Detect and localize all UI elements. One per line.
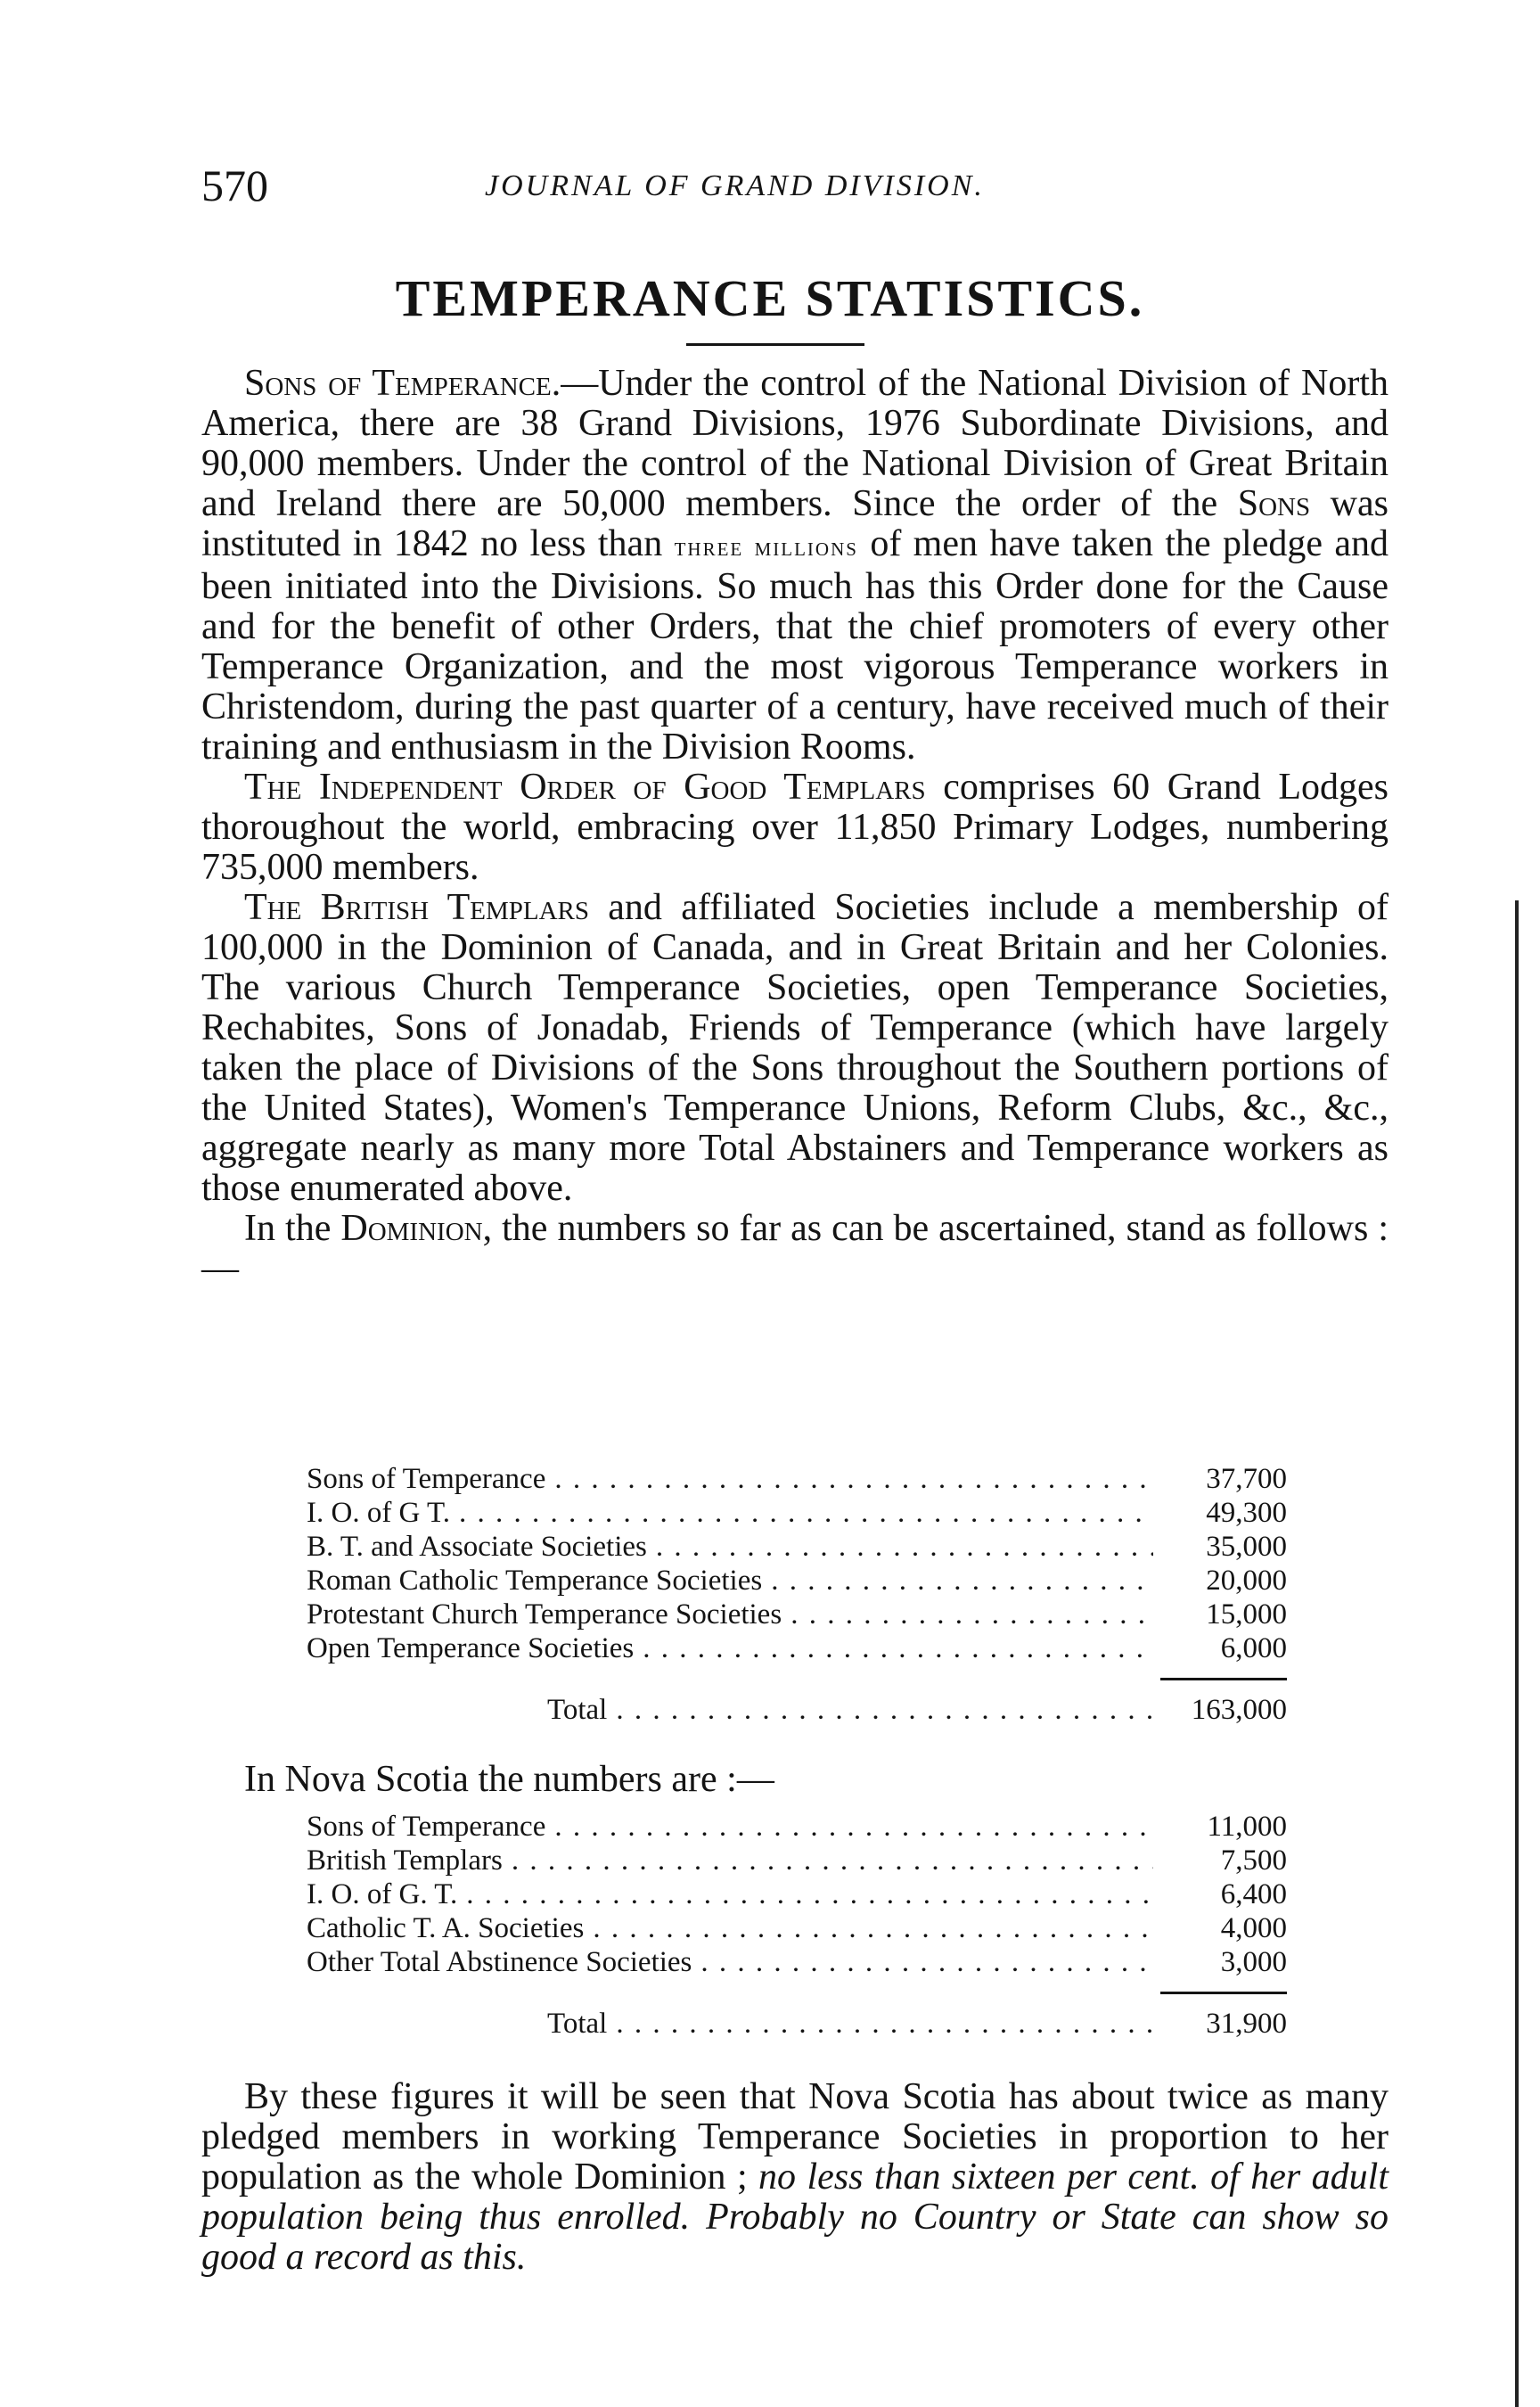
sons-text-c: of men have taken the pledge and been initiated into the Divisions. So much has this Order done for the Cause and for the benefit of other Orders, that the chief promoters of every other Temperance Organization, and the most vigorous Temperance workers in Christendom, during the past quarter of a century, have received much of their training and enthusiasm in the Division Rooms. xyxy=(201,523,1389,768)
row-value: 37,700 xyxy=(1206,1463,1287,1495)
scan-edge-line xyxy=(1515,900,1519,2407)
running-head xyxy=(201,159,1413,212)
row-name: Open Temperance Societies xyxy=(307,1632,635,1664)
sons-word: Sons xyxy=(1237,483,1311,524)
leader-dots xyxy=(771,1564,1153,1598)
row-value: 6,000 xyxy=(1220,1632,1287,1664)
nova-scotia-stats-table xyxy=(307,1810,1287,2041)
row-value: 11,000 xyxy=(1207,1811,1287,1843)
row-name: B. T. and Associate Societies xyxy=(307,1531,647,1563)
dominion-stats-table xyxy=(307,1462,1287,1727)
row-name: Other Total Abstinence Societies xyxy=(307,1946,692,1978)
dominion-word: Dominion xyxy=(340,1208,483,1249)
bt-lead: The British Templars xyxy=(244,887,589,928)
table-row xyxy=(307,1844,1287,1877)
leader-dots xyxy=(512,1844,1153,1877)
sons-text-b: was instituted in 1842 no less than xyxy=(201,483,1388,564)
bt-text: and affiliated Societies include a membership of 100,000 in the Dominion of Canada, and in Great Britain and her Colonies. The various Church Temperance Societies, open Temperance Societies, Rechabites, Sons of Jonadab, Friends of Temperance (which have largely taken the place of Divisions of the Sons throughout the Southern portions of the United States), Women's Temperance Unions, Reform Clubs, &c., &c., aggregate nearly as many more Total Abstainers and Temperance workers as those enumerated above. xyxy=(201,887,1388,1209)
row-name: Sons of Temperance xyxy=(307,1463,546,1495)
row-name: Sons of Temperance xyxy=(307,1811,546,1843)
row-value: 20,000 xyxy=(1206,1565,1287,1597)
table-row xyxy=(307,1564,1287,1598)
row-name: I. O. of G. T. xyxy=(307,1878,458,1910)
table-row xyxy=(307,1877,1287,1911)
leader-dots xyxy=(656,1530,1153,1564)
row-value: 6,400 xyxy=(1220,1878,1287,1910)
closing-paragraph xyxy=(201,2077,1388,2278)
three-millions: three millions xyxy=(674,532,858,562)
closing-italic-text: no less than sixteen per cent. of her adult population being thus enrolled. Probably no Country or State can show so good a record as this. xyxy=(201,2156,1388,2278)
row-value: 35,000 xyxy=(1206,1531,1287,1563)
table-row xyxy=(307,1462,1287,1496)
nova-scotia-intro: In Nova Scotia the numbers are :— xyxy=(244,1759,774,1800)
table-row xyxy=(307,1598,1287,1631)
leader-dots xyxy=(554,1810,1153,1844)
total-value: 163,000 xyxy=(1191,1694,1287,1726)
table-row xyxy=(307,1631,1287,1665)
leader-dots xyxy=(616,1693,1153,1727)
iogt-paragraph xyxy=(201,768,1388,888)
total-label: Total xyxy=(547,2008,608,2040)
iogt-text: comprises 60 Grand Lodges thoroughout the world, embracing over 11,850 Primary Lodges, numbering 735,000 members. xyxy=(201,767,1388,888)
dominion-text-b: , the numbers so far as can be ascertained, stand as follows :— xyxy=(201,1208,1389,1289)
leader-dots xyxy=(466,1877,1153,1911)
row-name: British Templars xyxy=(307,1844,503,1877)
article-body xyxy=(201,364,1388,1289)
table-row xyxy=(307,1810,1287,1844)
sons-lead: Sons of Temperance. xyxy=(244,363,561,404)
journal-title: JOURNAL OF GRAND DIVISION. xyxy=(485,169,985,202)
page-number: 570 xyxy=(201,160,268,210)
leader-dots xyxy=(700,1945,1153,1979)
page-title: TEMPERANCE STATISTICS. xyxy=(395,269,1145,327)
row-name: Protestant Church Temperance Societies xyxy=(307,1598,782,1631)
row-value: 15,000 xyxy=(1206,1598,1287,1631)
table-row xyxy=(307,1496,1287,1530)
row-value: 4,000 xyxy=(1220,1912,1287,1944)
total-label: Total xyxy=(547,1694,608,1726)
sons-text-a: —Under the control of the National Division of North America, there are 38 Grand Divisions, 1976 Subordinate Divisions, and 90,000 members. Under the control of the National Division of Great Britain and Ireland there are 50,000 members. Since the order of the xyxy=(201,363,1389,524)
closing-text: By these figures it will be seen that Nova Scotia has about twice as many pledged members in working Temperance Societies in proportion to her population as the whole Dominion ; xyxy=(201,2076,1388,2198)
leader-dots xyxy=(459,1496,1153,1530)
leader-dots xyxy=(643,1631,1153,1665)
total-value: 31,900 xyxy=(1206,2008,1287,2040)
total-rule xyxy=(1160,1992,1287,1994)
row-value: 7,500 xyxy=(1220,1844,1287,1877)
leader-dots xyxy=(616,2007,1153,2041)
dominion-paragraph xyxy=(201,1209,1388,1289)
table-row xyxy=(307,1530,1287,1564)
leader-dots xyxy=(790,1598,1153,1631)
row-name: Catholic T. A. Societies xyxy=(307,1912,585,1944)
total-rule xyxy=(1160,1678,1287,1680)
row-value: 3,000 xyxy=(1220,1946,1287,1978)
row-name: I. O. of G T. xyxy=(307,1497,451,1529)
table-row xyxy=(307,1945,1287,1979)
table-row xyxy=(307,1911,1287,1945)
leader-dots xyxy=(554,1462,1153,1496)
iogt-lead: The Independent Order of Good Templars xyxy=(244,767,926,808)
row-value: 49,300 xyxy=(1206,1497,1287,1529)
total-row xyxy=(307,1693,1287,1727)
total-row xyxy=(307,2007,1287,2041)
dominion-text-a: In the xyxy=(244,1208,341,1249)
sons-paragraph xyxy=(201,364,1388,768)
british-templars-paragraph xyxy=(201,888,1388,1209)
title-rule xyxy=(686,343,864,346)
row-name: Roman Catholic Temperance Societies xyxy=(307,1565,763,1597)
leader-dots xyxy=(593,1911,1153,1945)
